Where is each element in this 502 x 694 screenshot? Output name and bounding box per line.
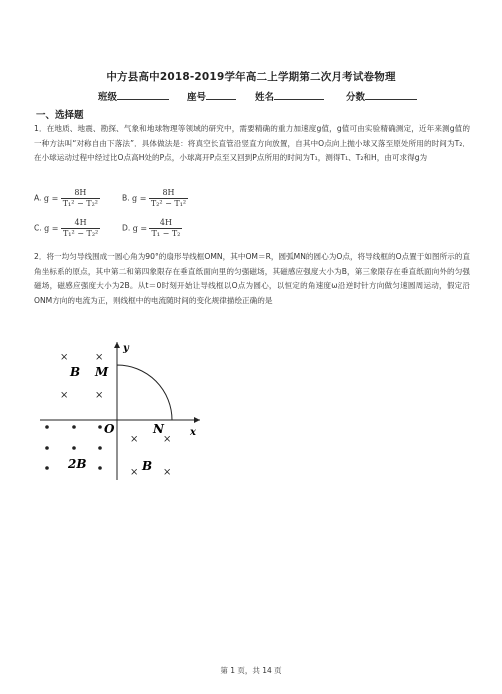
field-out-icon (98, 446, 102, 450)
field-out-icon (72, 425, 76, 429)
option-d-denominator: T₁ − T₂ (151, 229, 181, 238)
name-blank (274, 90, 324, 100)
field-into-icon: × (163, 467, 172, 478)
option-b-letter: B. (122, 193, 130, 203)
field-into-icon: × (60, 352, 69, 363)
class-field (98, 89, 169, 103)
option-c-letter: C. (34, 223, 42, 233)
name-label: 姓名 (255, 92, 275, 103)
point-n-label: N (153, 422, 164, 436)
option-b-lhs: g = (132, 194, 147, 203)
option-a-numerator: 8H (61, 188, 100, 199)
x-axis-arrow (194, 417, 200, 423)
sector-frame (117, 365, 172, 420)
option-b (122, 188, 188, 209)
option-a-letter: A. (34, 193, 42, 203)
option-b-denominator: T₂² − T₁² (150, 199, 187, 208)
field-into-icon: × (130, 434, 139, 445)
option-c-lhs: g = (44, 224, 59, 233)
page-footer: 第 1 页，共 14 页 (220, 666, 282, 675)
option-d-letter: D. (122, 223, 131, 233)
option-c-fraction (61, 218, 100, 239)
y-axis-label: y (123, 343, 129, 354)
field-into-icon: × (130, 467, 139, 478)
field-out-icon (98, 425, 102, 429)
quadrant-4-field-label: B (142, 459, 153, 473)
field-into-icon: × (95, 390, 104, 401)
field-into-icon: × (95, 352, 104, 363)
quadrant-3-field-label: 2B (68, 457, 87, 471)
field-out-icon (45, 466, 49, 470)
option-c (34, 218, 100, 239)
seat-field (187, 89, 236, 103)
option-b-numerator: 8H (149, 188, 188, 199)
option-b-fraction (149, 188, 188, 209)
origin-label: O (104, 422, 115, 436)
field-out-icon (72, 446, 76, 450)
option-d-numerator: 4H (149, 218, 182, 229)
option-d-lhs: g = (132, 224, 148, 233)
option-a-denominator: T₁² − T₂² (62, 199, 98, 208)
y-axis-arrow (114, 342, 120, 348)
score-label: 分数 (346, 92, 366, 103)
option-c-numerator: 4H (61, 218, 100, 229)
option-d-fraction (149, 218, 182, 239)
question-2-text: 2．将一均匀导线围成一圆心角为90°的扇形导线框OMN，其中OM＝R，圆弧MN的圆心为O点，将导线框的O点置于如图所示的直角坐标系的原点，其中第二和第四象限存在垂直纸面向里的匀强磁场，其磁感应强度大小为B，第三象限存在垂直纸面向外的匀强磁场，磁感应强度大小为2B。从t＝0时刻开始让导线框以O点为圆心，以恒定的角速度ω沿逆时针方向做匀速圆周运动，假定沿ONM方向的电流为正，则线框中的电流随时间的变化规律描绘正确的是 (34, 252, 470, 305)
score-blank (365, 90, 417, 100)
section-heading: 一、选择题 (36, 110, 84, 121)
x-axis-label: x (190, 427, 196, 438)
class-blank (117, 90, 169, 100)
quadrant-2-field-label: B (70, 365, 81, 379)
name-field (255, 89, 324, 103)
seat-label: 座号 (187, 92, 207, 103)
field-out-icon (45, 425, 49, 429)
option-c-denominator: T₁² − T₂² (62, 229, 99, 238)
page-title: 中方县高中2018-2019学年高二上学期第二次月考试卷物理 (106, 71, 396, 83)
seat-blank (206, 90, 236, 100)
question-1-text: 1．在地质、地震、勘探、气象和地球物理等领域的研究中，需要精确的重力加速度g值，g值可由实验精确测定，近年来测g值的一种方法叫“对称自由下落法”．具体做法是：将真空长直管沿竖直方向放置，自其中O点向上抛小球又落至原处所用的时间为T₂．在小球运动过程中经过比O点高H处的P点，小球离开P点至又回到P点所用的时间为T₁，测得T₁、T₂和H，由可求得g为 (34, 124, 470, 163)
option-a (34, 188, 100, 209)
field-into-icon: × (60, 390, 69, 401)
field-out-icon (98, 466, 102, 470)
score-field (346, 89, 417, 103)
magnetic-field-figure (30, 338, 210, 488)
point-m-label: M (95, 365, 109, 379)
option-a-fraction (61, 188, 100, 209)
option-a-lhs: g = (43, 194, 59, 203)
field-into-icon: × (163, 434, 172, 445)
option-d (122, 218, 182, 239)
field-out-icon (45, 446, 49, 450)
class-label: 班级 (98, 92, 118, 103)
